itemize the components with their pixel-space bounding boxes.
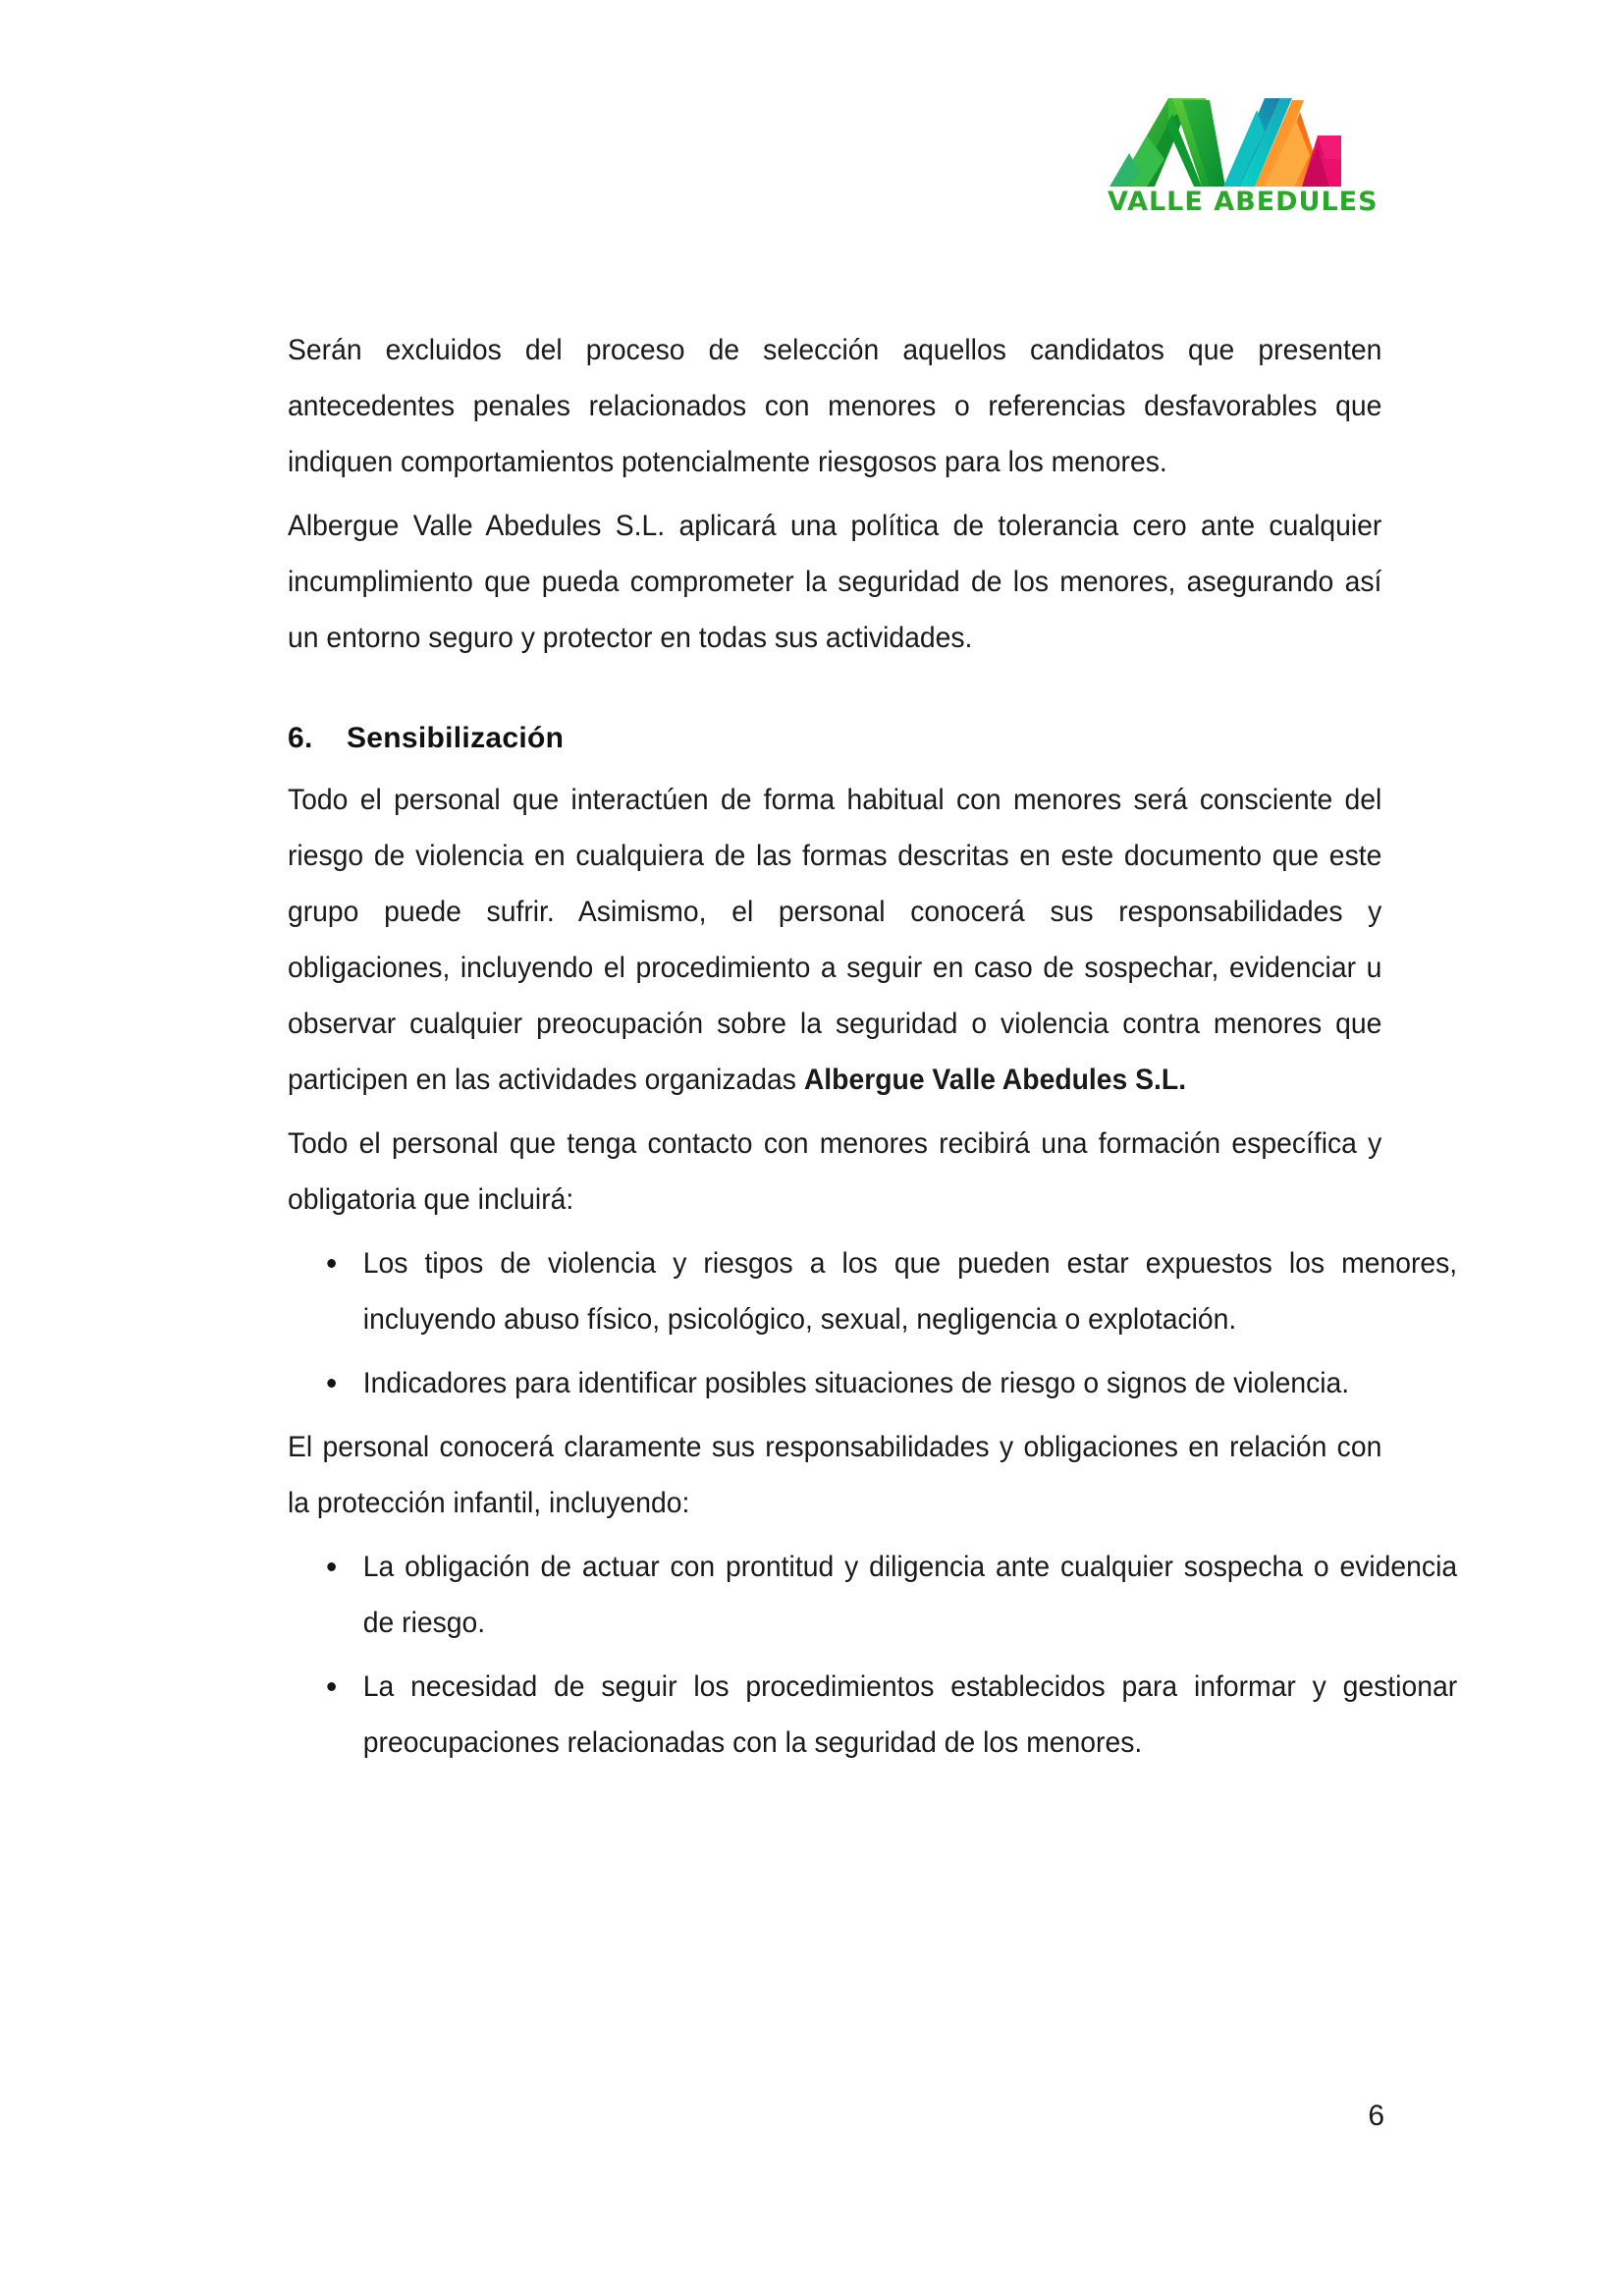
paragraph-zero-tolerance: Albergue Valle Abedules S.L. aplicará una política de tolerancia cero ante cualquier incumplimiento que pueda comprometer la seguridad de los menores, asegurando así un entorno seguro y protector en todas sus actividades. [288,510,1382,654]
paragraph-awareness-text: Todo el personal que interactúen de forma habitual con menores será consciente del riesgo de violencia en cualquiera de las formas descritas en este documento que este grupo puede sufrir. Asimismo, el personal conocerá sus responsabilidades y obligaciones, incluyendo el procedimiento a seguir en caso de sospechar, evidenciar u observar cualquier preocupación sobre la seguridad o violencia contra menores que participen en las actividades organizadas [288,784,1382,1096]
valle-abedules-mark-icon [1108,77,1353,192]
list-item: La obligación de actuar con prontitud y diligencia ante cualquier sospecha o evidencia de riesgo. [288,1539,1457,1651]
company-logo [1108,77,1379,234]
list-item: Indicadores para identificar posibles situaciones de riesgo o signos de violencia. [288,1355,1457,1411]
section-spacer [288,674,1381,717]
paragraph-exclusion-criteria: Serán excluidos del proceso de selección aquellos candidatos que presenten antecedentes penales relacionados con menores o referencias desfavorables que indiquen comportamientos potencialmente riesgosos para los menores. [288,334,1382,478]
bullet-list-responsibilities [288,1539,1458,1771]
paragraph-awareness [288,772,1381,1108]
bullet-list-training-contents [288,1235,1458,1411]
paragraph-training-intro: Todo el personal que tenga contacto con menores recibirá una formación específica y obligatoria que incluirá: [288,1127,1382,1216]
logo-wordmark: VALLE ABEDULES [1108,187,1379,217]
page-number: 6 [1368,2100,1384,2132]
section-heading-sensibilizacion [288,717,1381,760]
list-item: Los tipos de violencia y riesgos a los que pueden estar expuestos los menores, incluyendo abuso físico, psicológico, sexual, negligencia o explotación. [288,1235,1457,1347]
section-title: Sensibilización [347,722,565,754]
section-number: 6. [288,722,313,754]
company-name-bold: Albergue Valle Abedules S.L. [803,1064,1187,1096]
list-item: La necesidad de seguir los procedimientos establecidos para informar y gestionar preocupaciones relacionadas con la seguridad de los menores. [288,1659,1457,1771]
paragraph-responsibilities-intro: El personal conocerá claramente sus responsabilidades y obligaciones en relación con la protección infantil, incluyendo: [288,1431,1382,1519]
document-body [288,322,1458,1778]
